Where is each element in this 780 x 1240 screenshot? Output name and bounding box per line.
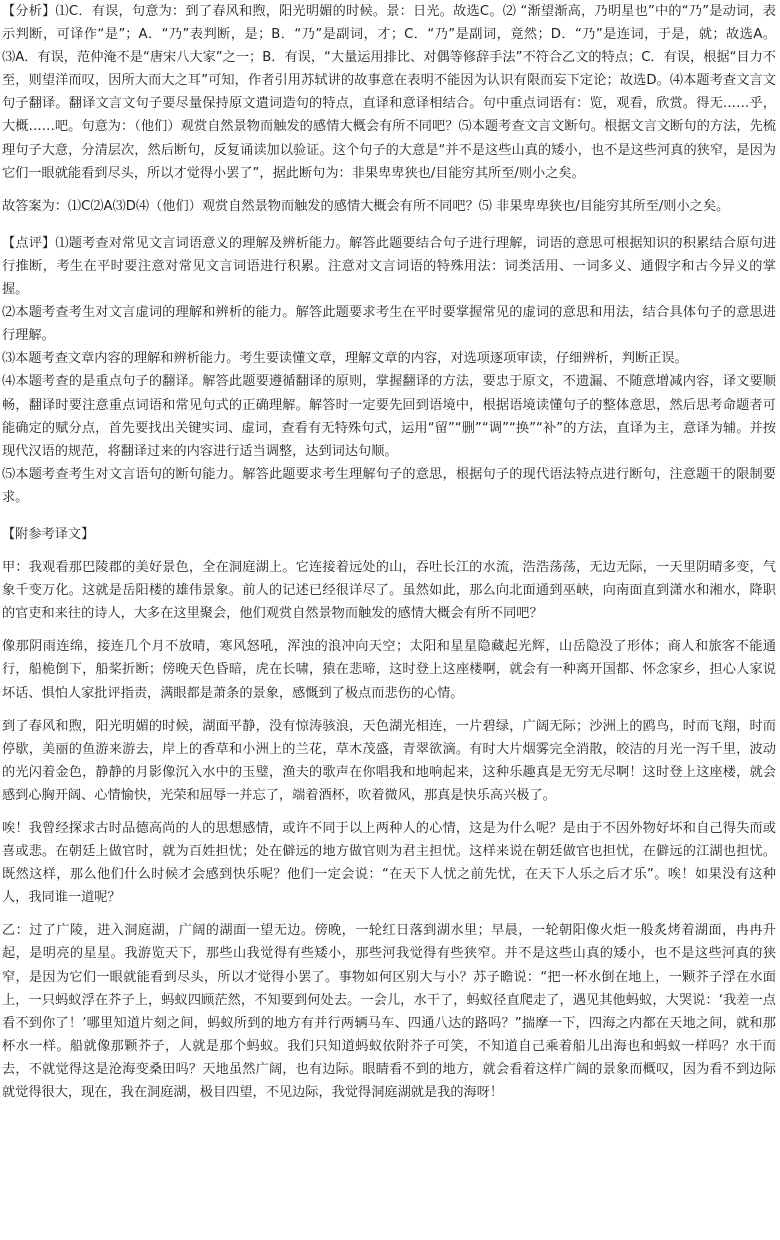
translation-heading: 【附参考译文】 — [2, 526, 95, 542]
comment-paragraph-5: ⑸本题考查考生对文言语句的断句能力。解答此题要求考生理解句子的意思，根据句子的现代语法特点进行断句，注意题干的限制要求。 — [2, 466, 776, 505]
comment-paragraph-3: ⑶本题考查文章内容的理解和辨析能力。考生要读懂文章，理解文章的内容，对选项逐项审读，仔细辨析，判断正误。 — [2, 351, 688, 367]
analysis-paragraph: 【分析】⑴C．有误，句意为：到了春风和煦，阳光明媚的时候。景：日光。故选C。⑵ “渐望渐高，乃明星也”中的“乃”是动词，表示判断，可译作“是”；A．“乃”表判断，是；B．“乃”是副词，才；C．“乃”是副词，竟然；D．“乃”是连词，于是，就；故选A。⑶A．有误，范仲淹不是“唐宋八大家”之一；B．有误，“大量运用排比、对偶等修辞手法”不符合乙文的特点；C．有误，根据“目力不至，则望洋而叹，因所大而大之耳”可知，作者引用苏轼讲的故事意在表明不能因为认识有限而妄下定论；故选D。⑷本题考查文言文句子翻译。翻译文言文句子要尽量保持原文遣词造句的特点，直译和意译相结合。句中重点词语有：览，观看，欣赏。得无……乎，大概……吧。句意为：（他们）观赏自然景物而触发的感情大概会有所不同吧？⑸本题考查文言文断句。根据文言文断句的方法，先梳理句子大意，分清层次，然后断句，反复诵读加以验证。这个句子的大意是“并不是这些山真的矮小，也不是这些河真的狭窄，是因为它们一眼就能看到尽头，所以才觉得小罢了”，据此断句为：非果卑卑狭也/目能穷其所至/则小之矣。 — [2, 4, 776, 181]
translation-paragraph-1: 甲：我观看那巴陵郡的美好景色，全在洞庭湖上。它连接着远处的山，吞吐长江的水流，浩浩荡荡，无边无际，一天里阴晴多变，气象千变万化。这就是岳阳楼的雄伟景象。前人的记述已经很详尽了。虽然如此，那么向北面通到巫峡，向南面直到潇水和湘水，降职的官吏和来往的诗人，大多在这里聚会，他们观赏自然景物而触发的感情大概会有所不同吧？ — [2, 560, 776, 622]
comment-paragraph-2: ⑵本题考查考生对文言虚词的理解和辨析的能力。解答此题要求考生在平时要掌握常见的虚词的意思和用法，结合具体句子的意思进行理解。 — [2, 305, 776, 344]
comment-paragraph-4: ⑷本题考查的是重点句子的翻译。解答此题要遵循翻译的原则，掌握翻译的方法，要忠于原文，不遗漏、不随意增减内容，译文要顺畅，翻译时要注意重点词语和常见句式的正确理解。解答时一定要先回到语境中，根据语境读懂句子的整体意思，然后思考命题者可能确定的赋分点，首先要找出关键实词、虚词，查看有无特殊句式，运用“留”“删”“调”“换”“补”的方法，直译为主，意译为辅。并按现代汉语的规范，将翻译过来的内容进行适当调整，达到词达句顺。 — [2, 374, 776, 459]
translation-paragraph-4: 唉！我曾经探求古时品德高尚的人的思想感情，或许不同于以上两种人的心情，这是为什么呢？是由于不因外物好坏和自己得失而或喜或悲。在朝廷上做官时，就为百姓担忧；处在僻远的地方做官则为君主担忧。这样来说在朝廷做官也担忧，在僻远的江湖也担忧。既然这样，那么他们什么时候才会感到快乐呢？他们一定会说：“在天下人忧之前先忧，在天下人乐之后才乐”。唉！如果没有这种人，我同谁一道呢？ — [2, 821, 776, 906]
translation-paragraph-3: 到了春风和煦，阳光明媚的时候，湖面平静，没有惊涛骇浪，天色湖光相连，一片碧绿，广阔无际；沙洲上的鸥鸟，时而飞翔，时而停歇，美丽的鱼游来游去，岸上的香草和小洲上的兰花，草木茂盛，青翠欲滴。有时大片烟雾完全消散，皎洁的月光一泻千里，波动的光闪着金色，静静的月影像沉入水中的玉璧，渔夫的歌声在你唱我和地响起来，这种乐趣真是无穷无尽啊！这时登上这座楼，就会感到心胸开阔、心情愉快，光荣和屈辱一并忘了，端着酒杯，吹着微风，那真是快乐高兴极了。 — [2, 718, 776, 803]
comment-paragraph-1: 【点评】⑴题考查对常见文言词语意义的理解及辨析能力。解答此题要结合句子进行理解，词语的意思可根据知识的积累结合原句进行推断，考生在平时要注意对常见文言词语进行积累。注意对文言词语的特殊用法：词类活用、一词多义、通假字和古今异义的掌握。 — [2, 235, 776, 298]
translation-paragraph-2: 像那阴雨连绵，接连几个月不放晴，寒风怒吼，浑浊的浪冲向天空；太阳和星星隐藏起光辉，山岳隐没了形体；商人和旅客不能通行，船桅倒下，船桨折断；傍晚天色昏暗，虎在长啸，猿在悲啼，这时登上这座楼啊，就会有一种离开国都、怀念家乡，担心人家说坏话、惧怕人家批评指责，满眼都是萧条的景象，感慨到了极点而悲伤的心情。 — [2, 639, 776, 701]
answer-paragraph: 故答案为：⑴C⑵A⑶D⑷（他们）观赏自然景物而触发的感情大概会有所不同吧？⑸ 非果卑卑狭也/目能穷其所至/则小之矣。 — [2, 198, 730, 214]
translation-paragraph-5: 乙：过了广陵，进入洞庭湖，广阔的湖面一望无边。傍晚，一轮红日落到湖水里；早晨，一轮朝阳像火炬一般炙烤着湖面，冉冉升起，是明亮的星星。我游览天下，那些山我觉得有些矮小，那些河我觉得有些狭窄。并不是这些山真的矮小，也不是这些河真的狭窄，是因为它们一眼就能看到尽头，所以才觉得小罢了。事物如何区别大与小？苏子瞻说：“把一杯水倒在地上，一颗芥子浮在水面上，一只蚂蚁浮在芥子上，蚂蚁四顾茫然，不知要到何处去。一会儿，水干了，蚂蚁径直爬走了，遇见其他蚂蚁，大哭说：‘我差一点看不到你了！’哪里知道片刻之间，蚂蚁所到的地方有并行两辆马车、四通八达的路吗？”揣摩一下，四海之内都在天地之间，就和那杯水一样。船就像那颗芥子，人就是那个蚂蚁。我们只知道蚂蚁依附芥子可笑，不知道自己乘着船儿出海也和蚂蚁一样吗？水干而去，不就觉得这是沧海变桑田吗？天地虽然广阔，也有边际。眼睛看不到的地方，就会看着这样广阔的景象而概叹，因为看不到边际就觉得很大，现在，我在洞庭湖，极目四望，不见边际，我觉得洞庭湖就是我的海呀！ — [2, 923, 776, 1101]
